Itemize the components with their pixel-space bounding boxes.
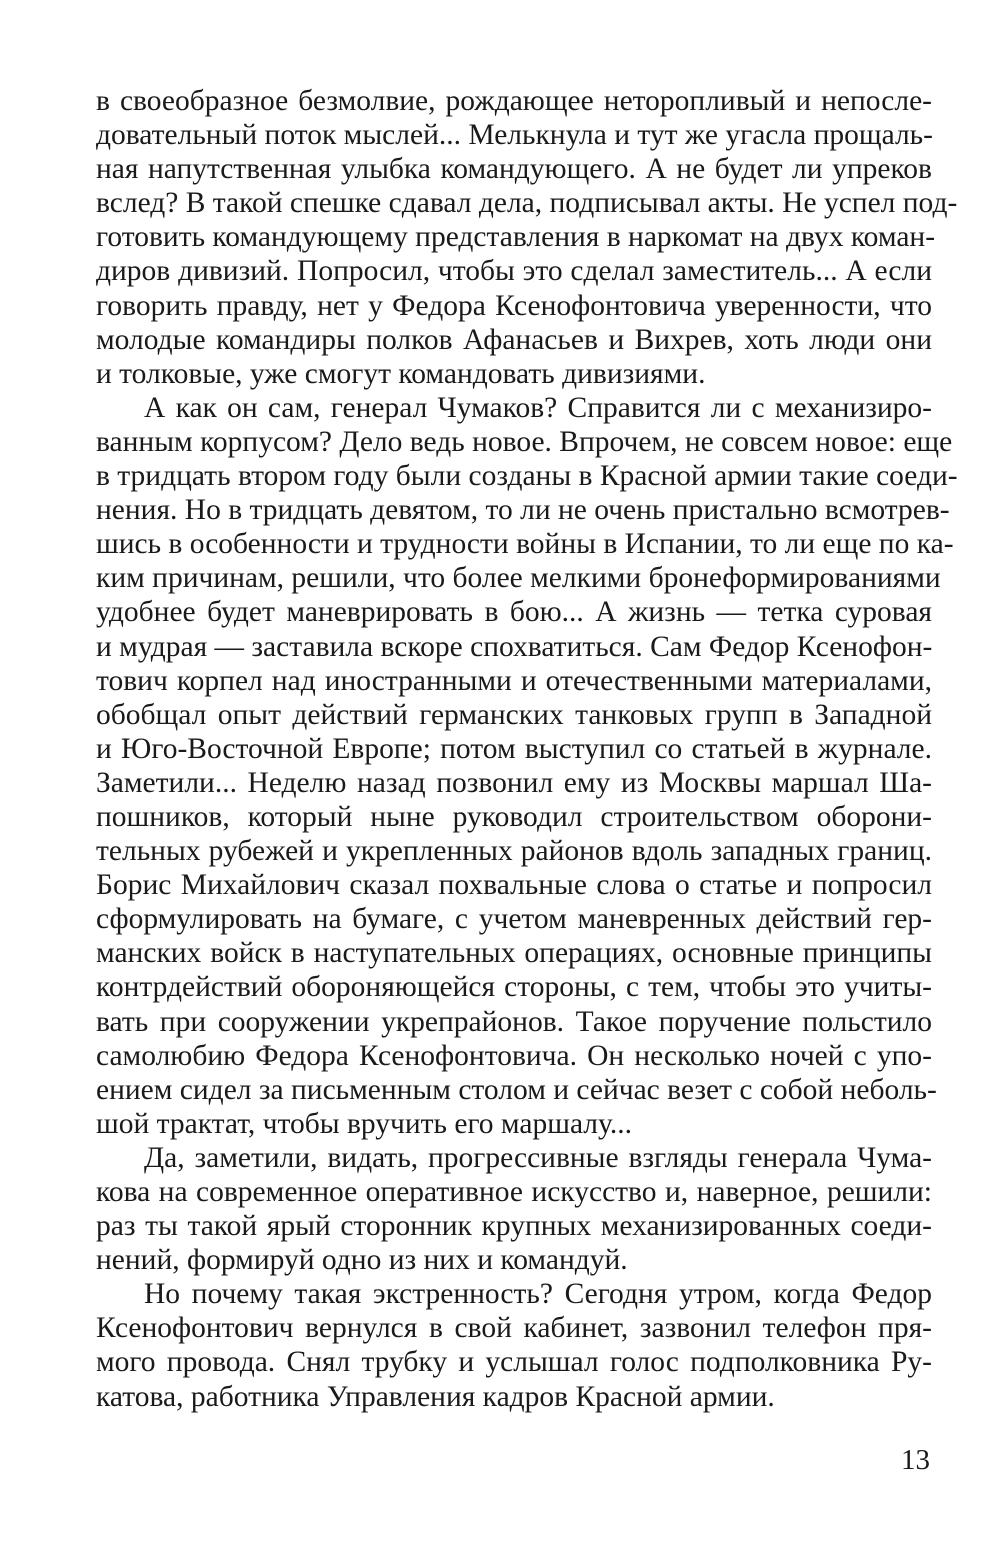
text-line: и Юго-Восточной Европе; потом выступил со статьей в журнале. — [96, 732, 932, 765]
text-line: довательный поток мыслей... Мелькнула и тут же угасла прощаль- — [96, 119, 933, 152]
paragraph — [96, 1141, 932, 1277]
body-text — [96, 84, 958, 1414]
text-line: вать при сооружении укрепрайонов. Такое поручение польстило — [96, 1005, 932, 1038]
text-line: А как он сам, генерал Чумаков? Справится ли с механизиро- — [144, 391, 932, 424]
text-line: вслед? В такой спешке сдавал дела, подписывал акты. Не успел под- — [96, 187, 958, 220]
text-line: кова на современное оперативное искусство и, наверное, решили: — [96, 1176, 932, 1208]
text-line: ванным корпусом? Дело ведь новое. Впрочем, не совсем новое: еще — [96, 425, 953, 458]
text-line: ная напутственная улыбка командующего. А не будет ли упреков — [96, 153, 932, 186]
text-line: Заметили... Неделю назад позвонил ему из Москвы маршал Ша- — [96, 766, 932, 799]
text-line: и толковые, уже смогут командовать дивизиями. — [96, 357, 706, 390]
text-line: молодые командиры полков Афанасьев и Вихрев, хоть люди они — [96, 323, 932, 356]
text-line: удобнее будет маневрировать в бою... А жизнь — тетка суровая — [96, 596, 932, 629]
text-line: самолюбию Федора Ксенофонтовича. Он несколько ночей с упо- — [96, 1039, 932, 1072]
paragraph — [96, 391, 958, 1141]
text-line: готовить командующему представления в наркомат на двух коман- — [96, 221, 936, 254]
paragraph — [96, 1277, 932, 1413]
text-line: Да, заметили, видать, прогрессивные взгляды генерала Чума- — [144, 1141, 932, 1174]
text-line: ением сидел за письменным столом и сейчас везет с собой неболь- — [96, 1073, 937, 1106]
text-line: шись в особенности и трудности войны в Испании, то ли еще по ка- — [96, 528, 954, 561]
text-line: в своеобразное безмолвие, рождающее неторопливый и непосле- — [96, 85, 932, 117]
text-line: в тридцать втором году были созданы в Красной армии такие соеди- — [96, 460, 958, 493]
text-line: пошников, который ныне руководил строительством оборони- — [96, 800, 932, 833]
text-line: и мудрая — заставила вскоре спохватиться. Сам Федор Ксенофон- — [96, 630, 933, 663]
text-line: нений, формируй одно из них и командуй. — [96, 1244, 628, 1277]
text-line: говорить правду, нет у Федора Ксенофонтовича уверенности, что — [96, 289, 932, 322]
text-line: катова, работника Управления кадров Красной армии. — [96, 1380, 775, 1413]
text-line: нения. Но в тридцать девятом, то ли не очень пристально всмотрев- — [96, 494, 950, 527]
text-line: шой трактат, чтобы вручить его маршалу... — [96, 1107, 632, 1140]
text-line: Ксенофонтович вернулся в свой кабинет, зазвонил телефон пря- — [96, 1312, 932, 1345]
text-line: раз ты такой ярый сторонник крупных механизированных соеди- — [96, 1210, 932, 1243]
text-line: мого провода. Снял трубку и услышал голос подполковника Ру- — [96, 1346, 932, 1379]
text-line: сформулировать на бумаге, с учетом маневренных действий гер- — [96, 903, 932, 936]
text-line: обобщал опыт действий германских танковых групп в Западной — [96, 698, 932, 731]
text-line: тельных рубежей и укрепленных районов вдоль западных границ. — [96, 835, 932, 868]
text-line: тович корпел над иностранными и отечественными материалами, — [96, 664, 932, 697]
text-line: диров дивизий. Попросил, чтобы это сделал заместитель... А если — [96, 255, 932, 288]
page-number: 13 — [901, 1444, 930, 1476]
text-line: манских войск в наступательных операциях, основные принципы — [96, 937, 932, 970]
text-line: контрдействий обороняющейся стороны, с тем, чтобы это учиты- — [96, 971, 932, 1004]
text-line: Борис Михайлович сказал похвальные слова о статье и попросил — [96, 869, 932, 902]
paragraph — [96, 84, 958, 391]
text-line: ким причинам, решили, что более мелкими бронеформированиями — [96, 562, 941, 595]
text-line: Но почему такая экстренность? Сегодня утром, когда Федор — [144, 1278, 932, 1311]
